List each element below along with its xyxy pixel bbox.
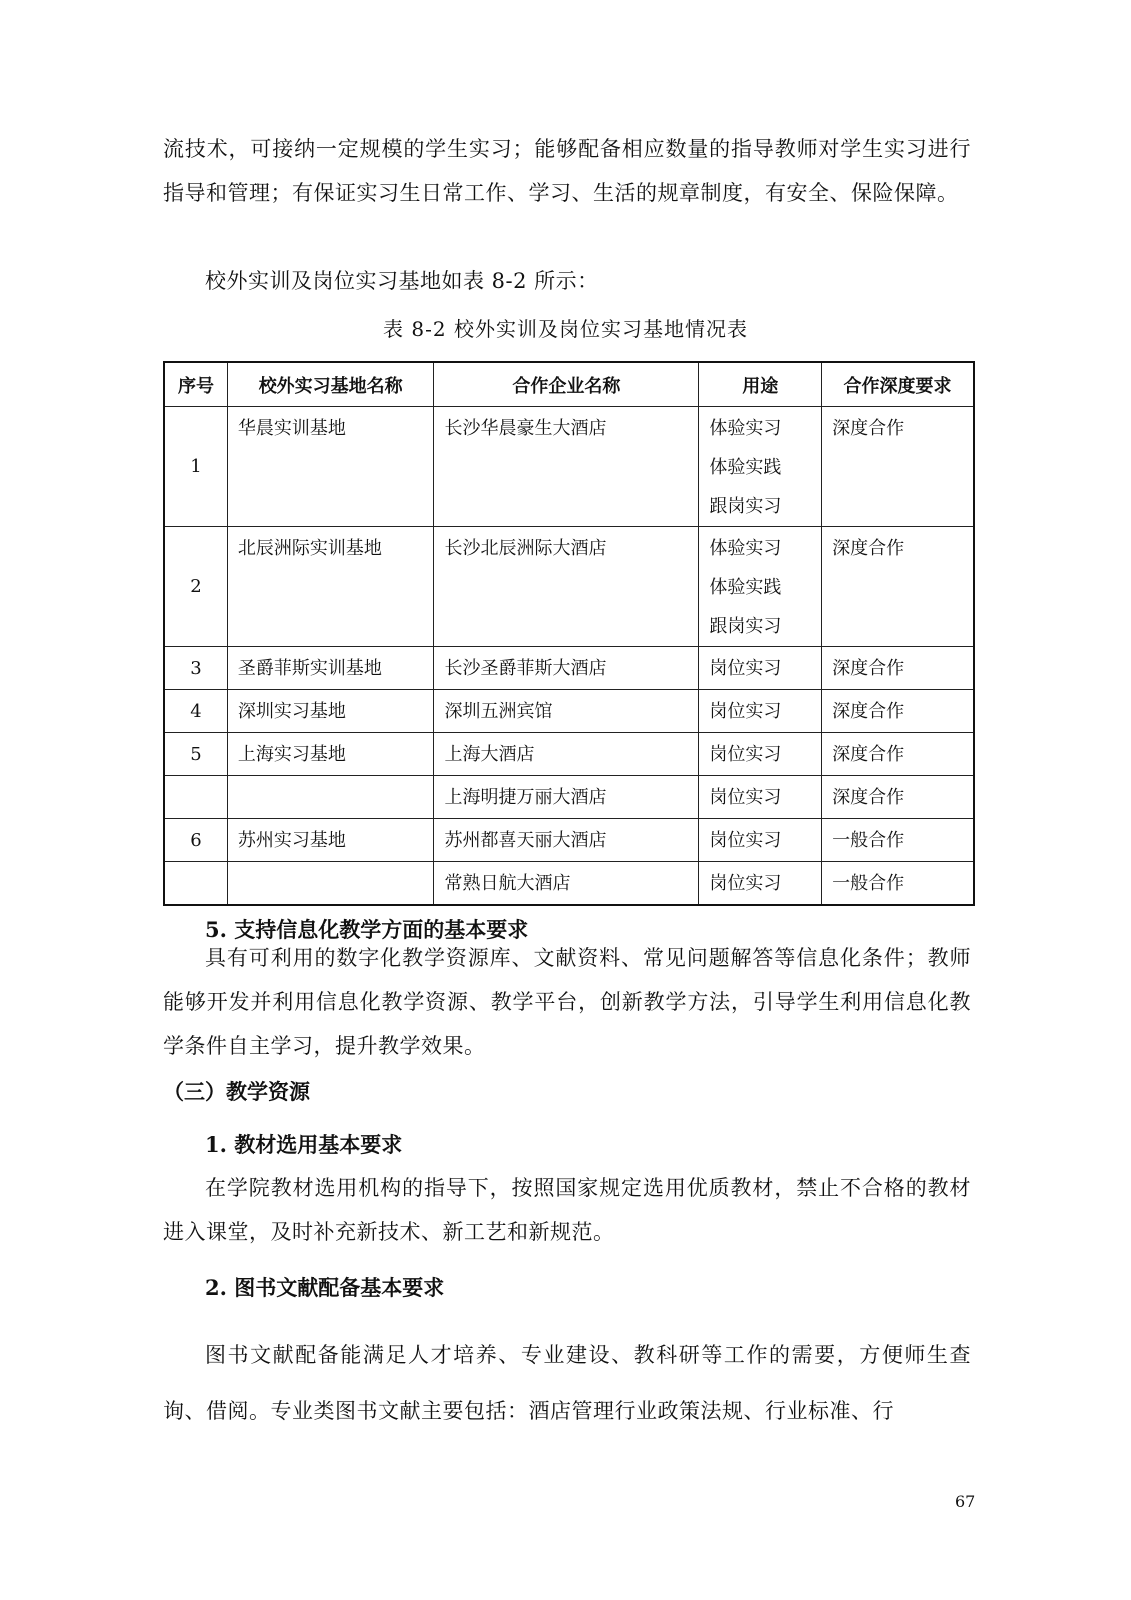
table-intro-text: 校外实训及岗位实习基地如表 8-2 所示： xyxy=(205,269,599,293)
base-name: 深圳实习基地 xyxy=(227,690,434,733)
section-3-heading: （三）教学资源 xyxy=(163,1079,310,1104)
header-cell: 用途 xyxy=(699,362,822,407)
row-number xyxy=(164,776,227,819)
table-row xyxy=(164,862,974,905)
company-name: 上海大酒店 xyxy=(434,733,699,776)
usage-item: 体验实习 xyxy=(709,538,782,559)
cooperation-depth: 深度合作 xyxy=(822,690,974,733)
usage: 岗位实习 xyxy=(699,733,822,776)
header-cell: 校外实习基地名称 xyxy=(227,362,434,407)
table-row xyxy=(164,407,974,527)
cooperation-depth: 深度合作 xyxy=(822,647,974,690)
usage: 岗位实习 xyxy=(699,647,822,690)
subsection-2-heading: 2. 图书文献配备基本要求 xyxy=(205,1275,445,1300)
header-cell: 合作企业名称 xyxy=(434,362,699,407)
table-header-row xyxy=(164,362,974,407)
row-number xyxy=(164,862,227,905)
usage-item: 跟岗实习 xyxy=(709,616,782,637)
row-number: 4 xyxy=(164,690,227,733)
cooperation-depth: 深度合作 xyxy=(822,527,974,647)
usage xyxy=(699,407,822,527)
section-5-body: 具有可利用的数字化教学资源库、文献资料、常见问题解答等信息化条件；教师能够开发并利用信息化教学资源、教学平台，创新教学方法，引导学生利用信息化教学条件自主学习，提升教学效果。 xyxy=(163,946,971,1058)
base-name: 圣爵菲斯实训基地 xyxy=(227,647,434,690)
usage: 岗位实习 xyxy=(699,776,822,819)
cooperation-depth: 一般合作 xyxy=(822,819,974,862)
base-name: 苏州实习基地 xyxy=(227,819,434,862)
cooperation-depth: 深度合作 xyxy=(822,407,974,527)
section-5-heading: 5. 支持信息化教学方面的基本要求 xyxy=(205,917,529,942)
table-row xyxy=(164,819,974,862)
cooperation-depth: 深度合作 xyxy=(822,733,974,776)
company-name: 上海明捷万丽大酒店 xyxy=(434,776,699,819)
table-row xyxy=(164,690,974,733)
usage: 岗位实习 xyxy=(699,690,822,733)
company-name: 长沙北辰洲际大酒店 xyxy=(434,527,699,647)
row-number: 2 xyxy=(164,527,227,647)
table-row xyxy=(164,527,974,647)
internship-base-table xyxy=(163,361,975,906)
cooperation-depth: 一般合作 xyxy=(822,862,974,905)
company-name: 长沙圣爵菲斯大酒店 xyxy=(434,647,699,690)
subsection-2-body: 图书文献配备能满足人才培养、专业建设、教科研等工作的需要，方便师生查询、借阅。专业类图书文献主要包括：酒店管理行业政策法规、行业标准、行 xyxy=(163,1343,971,1423)
subsection-1-heading: 1. 教材选用基本要求 xyxy=(205,1132,403,1157)
row-number: 5 xyxy=(164,733,227,776)
usage xyxy=(699,527,822,647)
usage: 岗位实习 xyxy=(699,862,822,905)
row-number: 3 xyxy=(164,647,227,690)
base-name: 北辰洲际实训基地 xyxy=(227,527,434,647)
table-row xyxy=(164,776,974,819)
row-number: 6 xyxy=(164,819,227,862)
base-name: 华晨实训基地 xyxy=(227,407,434,527)
base-name xyxy=(227,776,434,819)
usage-item: 体验实习 xyxy=(709,418,782,439)
intro-paragraph: 流技术，可接纳一定规模的学生实习；能够配备相应数量的指导教师对学生实习进行指导和管理；有保证实习生日常工作、学习、生活的规章制度，有安全、保险保障。 xyxy=(163,137,971,205)
table-row xyxy=(164,647,974,690)
base-name xyxy=(227,862,434,905)
company-name: 深圳五洲宾馆 xyxy=(434,690,699,733)
usage-item: 跟岗实习 xyxy=(709,496,782,517)
company-name: 常熟日航大酒店 xyxy=(434,862,699,905)
usage-item: 体验实践 xyxy=(709,577,782,598)
usage-item: 体验实践 xyxy=(709,457,782,478)
header-cell: 合作深度要求 xyxy=(822,362,974,407)
usage: 岗位实习 xyxy=(699,819,822,862)
header-cell: 序号 xyxy=(164,362,227,407)
page-number: 67 xyxy=(955,1492,976,1511)
company-name: 苏州都喜天丽大酒店 xyxy=(434,819,699,862)
table-row xyxy=(164,733,974,776)
table-caption: 表 8-2 校外实训及岗位实习基地情况表 xyxy=(383,317,748,341)
row-number: 1 xyxy=(164,407,227,527)
company-name: 长沙华晨豪生大酒店 xyxy=(434,407,699,527)
base-name: 上海实习基地 xyxy=(227,733,434,776)
subsection-1-body: 在学院教材选用机构的指导下，按照国家规定选用优质教材，禁止不合格的教材进入课堂，及时补充新技术、新工艺和新规范。 xyxy=(163,1176,971,1244)
cooperation-depth: 深度合作 xyxy=(822,776,974,819)
